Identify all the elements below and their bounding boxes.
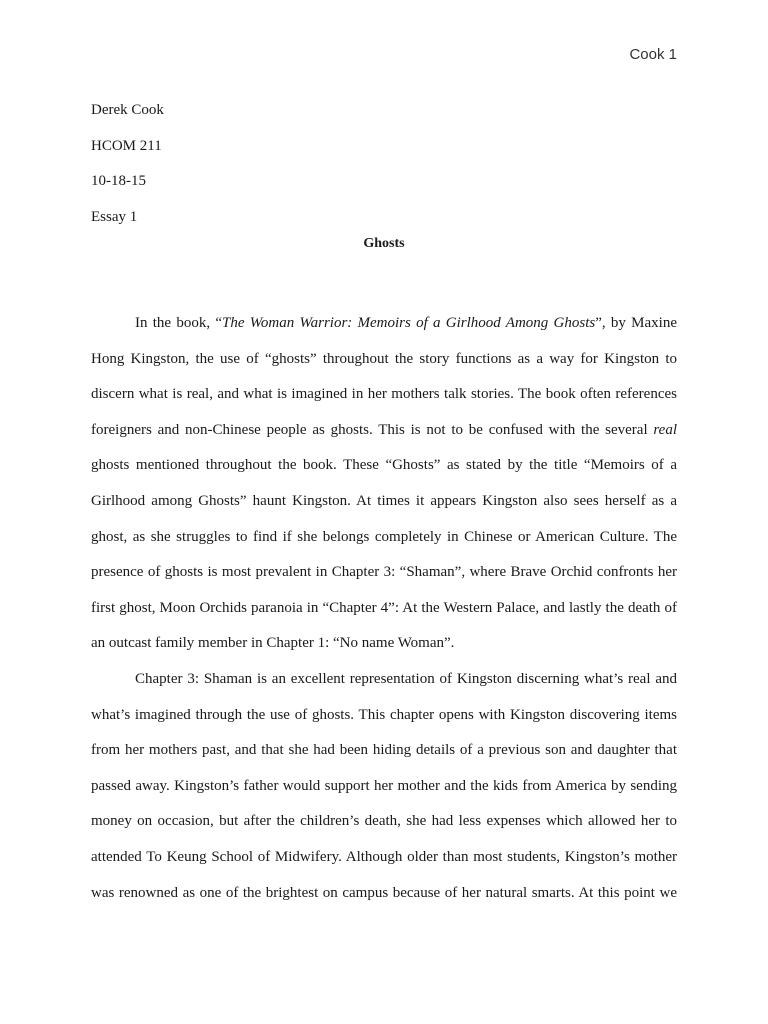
paragraph-2-line-2: what’s imagined through the use of ghosts. This chapter opens with Kingston discovering items <box>91 706 677 723</box>
paragraph-2-line-4: passed away. Kingston’s father would support her mother and the kids from America by sending <box>91 777 677 794</box>
running-header: Cook 1 <box>629 46 677 63</box>
paragraph-2-line-7: was renowned as one of the brightest on campus because of her natural smarts. At this point we <box>91 884 677 901</box>
emphasis-real: real <box>653 421 677 438</box>
text-segment: In the book, “ <box>135 315 223 331</box>
paragraph-2-line-6: attended To Keung School of Midwifery. Although older than most students, Kingston’s mother <box>91 848 677 865</box>
essay-date: 10-18-15 <box>91 173 146 190</box>
paragraph-1-line-10: an outcast family member in Chapter 1: “No name Woman”. <box>91 635 455 652</box>
essay-body <box>91 306 677 911</box>
paragraph-1-line-5: ghosts mentioned throughout the book. These “Ghosts” as stated by the title “Memoirs of a <box>91 457 677 474</box>
paragraph-2-line-1: Chapter 3: Shaman is an excellent representation of Kingston discerning what’s real and <box>135 670 677 687</box>
paragraph-1-line-4 <box>91 413 677 449</box>
paragraph-2-line-3: from her mothers past, and that she had been hiding details of a previous son and daughter that <box>91 742 677 759</box>
assignment-name: Essay 1 <box>91 208 138 225</box>
text-segment: foreigners and non-Chinese people as ghosts. This is not to be confused with the several <box>91 421 654 438</box>
course-name: HCOM 211 <box>91 137 162 154</box>
essay-title: Ghosts <box>363 236 405 251</box>
paragraph-1-line-1 <box>91 306 677 342</box>
paragraph-1-line-6: Girlhood among Ghosts” haunt Kingston. At times it appears Kingston also sees herself as a <box>91 492 677 509</box>
book-title-italic: The Woman Warrior: Memoirs of a Girlhood Among Ghosts <box>222 315 596 331</box>
text-segment: , by Maxine <box>601 315 677 331</box>
closing-quote: ” <box>595 315 602 331</box>
mla-heading-block <box>91 93 164 235</box>
paragraph-2-line-5: money on occasion, but after the children’s death, she had less expenses which allowed her to <box>91 813 677 830</box>
paragraph-1-line-3: discern what is real, and what is imagined in her mothers talk stories. The book often references <box>91 386 677 403</box>
paragraph-1-line-9: first ghost, Moon Orchids paranoia in “Chapter 4”: At the Western Palace, and lastly the death of <box>91 599 677 616</box>
paragraph-1-line-2: Hong Kingston, the use of “ghosts” throughout the story functions as a way for Kingston to <box>91 350 677 367</box>
paragraph-1-line-7: ghost, as she struggles to find if she belongs completely in Chinese or American Culture. The <box>91 528 677 545</box>
author-name: Derek Cook <box>91 102 164 118</box>
paragraph-1-line-8: presence of ghosts is most prevalent in Chapter 3: “Shaman”, where Brave Orchid confronts her <box>91 564 677 581</box>
